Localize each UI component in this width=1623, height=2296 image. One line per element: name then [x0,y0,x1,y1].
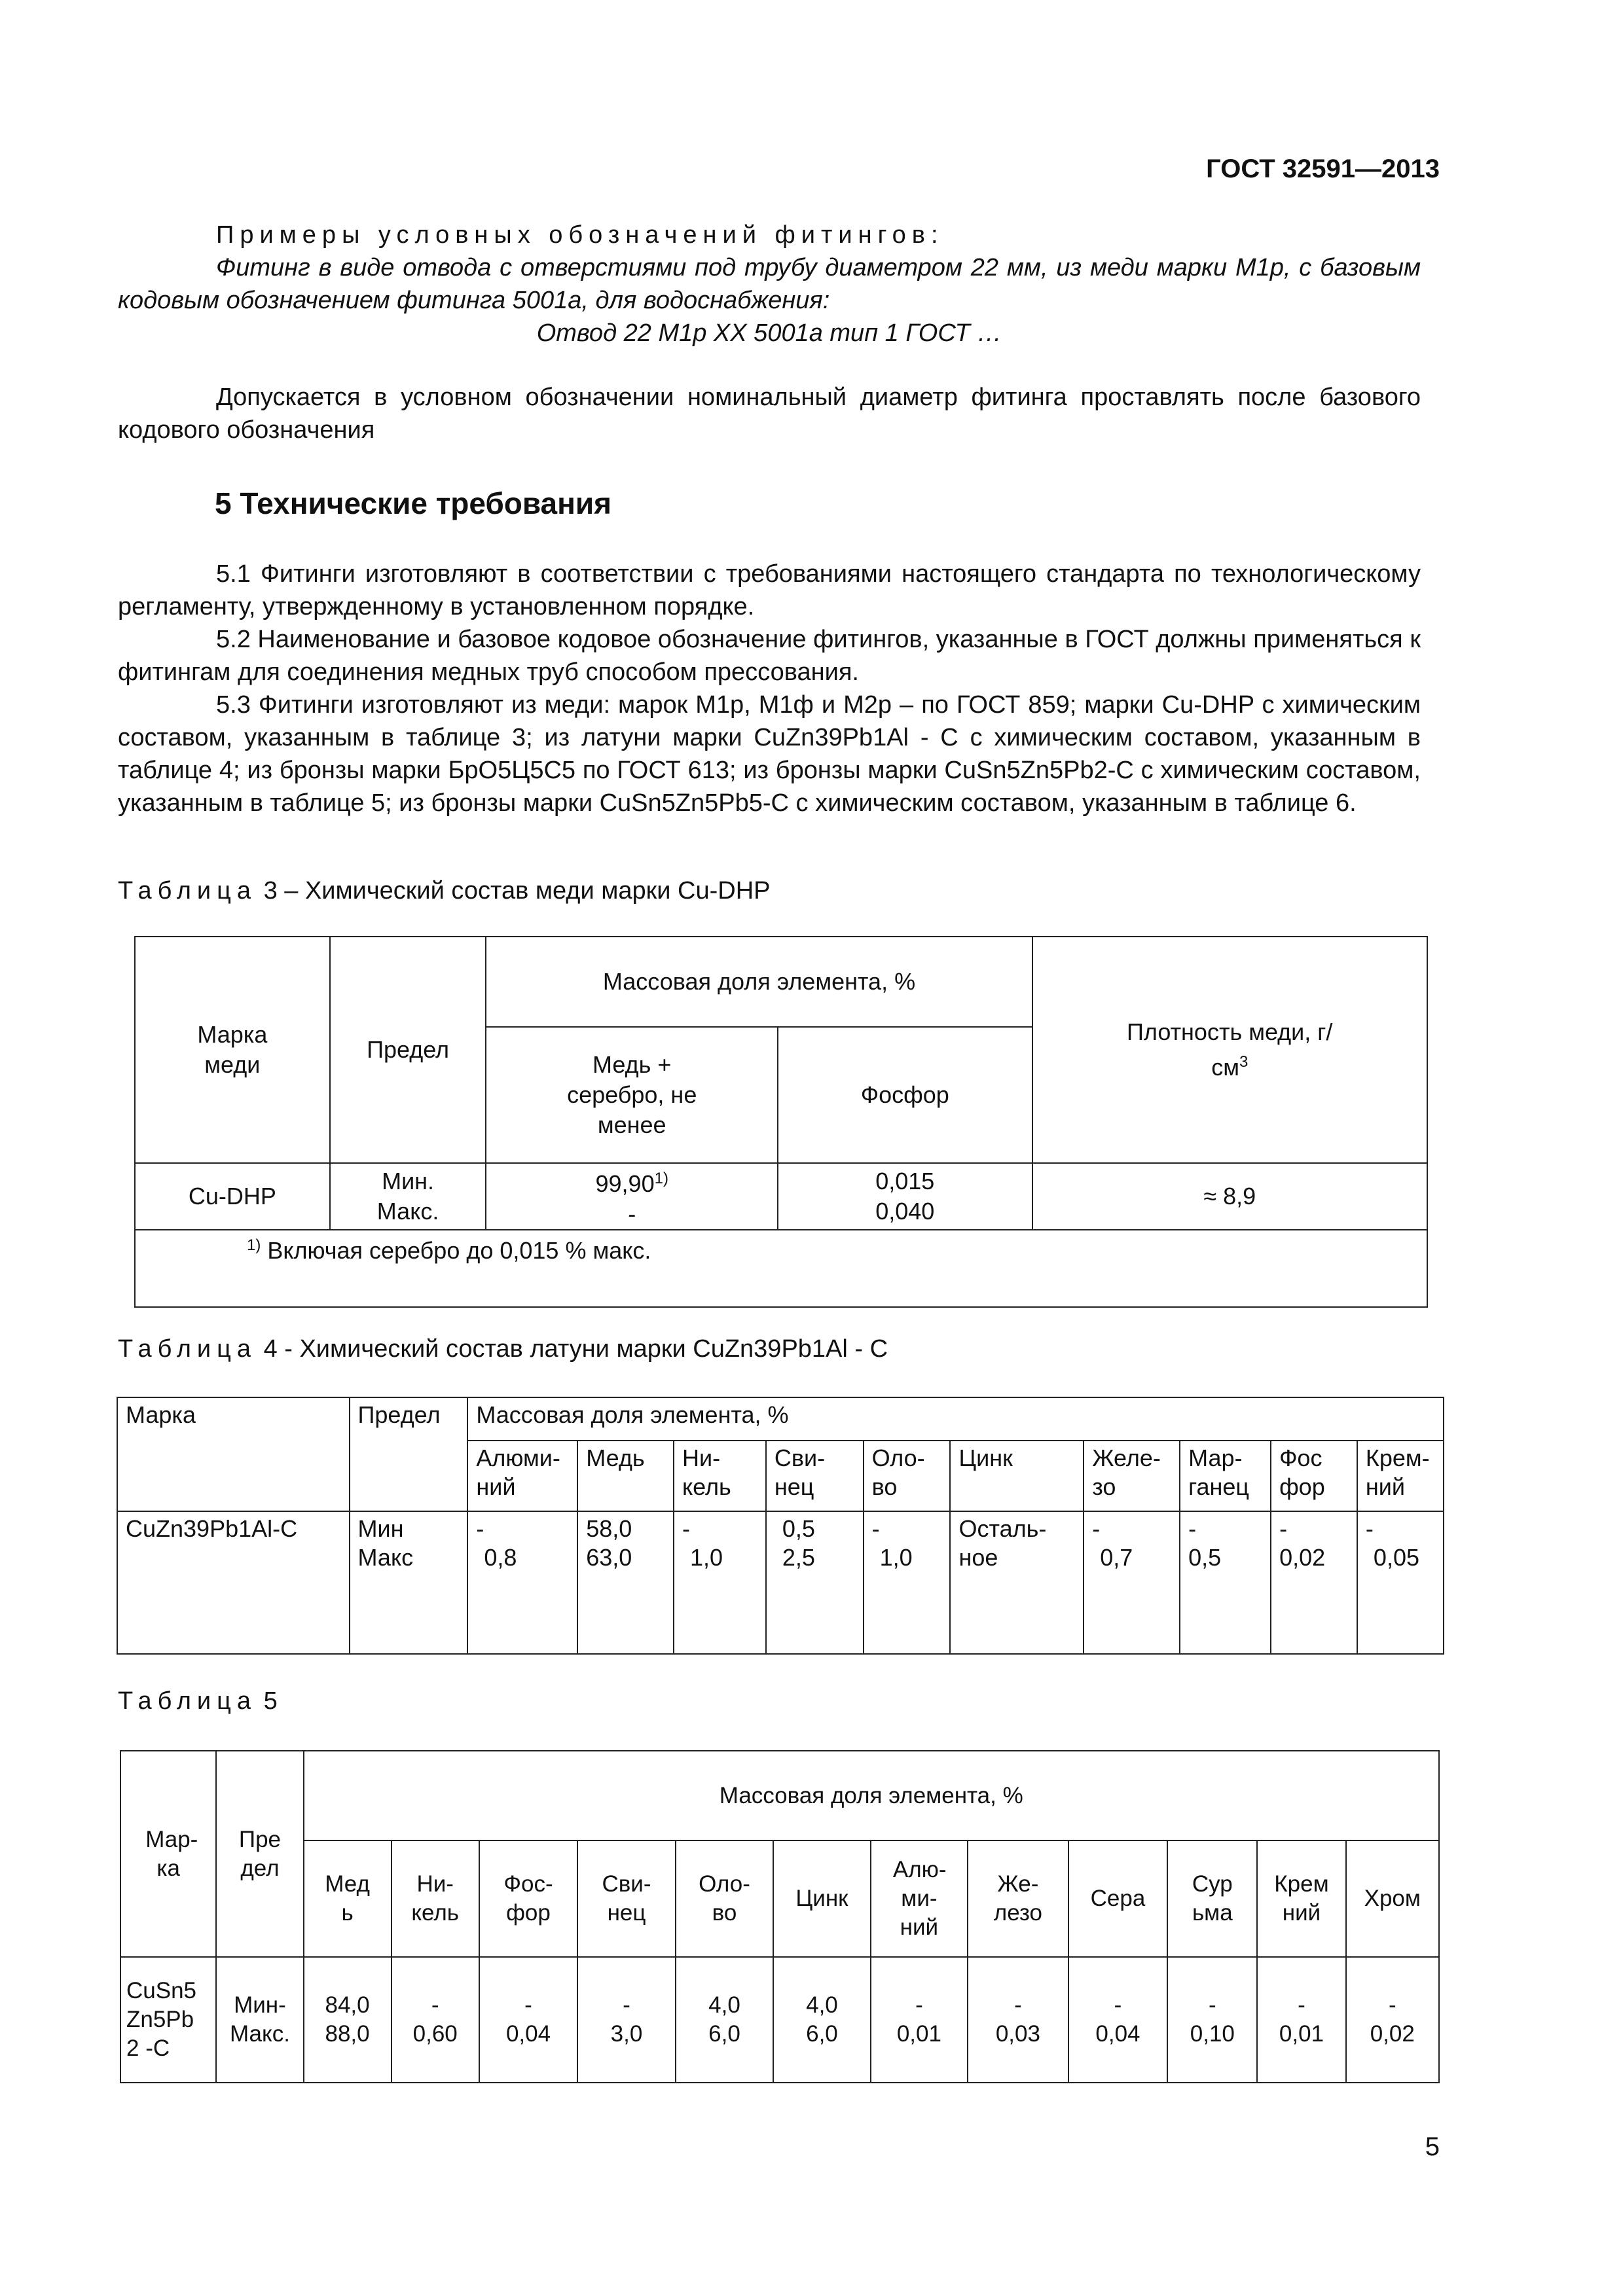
table4-caption-text: 4 - Химический состав латуни марки CuZn39Pb1Al - C [263,1335,888,1363]
example-description: Фитинг в виде отвода с отверстиями под трубу диаметром 22 мм, из меди марки М1р, с базовым кодовым обозначением фитинга 5001а, для водоснабжения: [118,254,1421,314]
t4-header-predel: Предел [350,1397,468,1511]
t4-cell-value: - 0,02 [1271,1511,1357,1654]
note-paragraph: Допускается в условном обозначении номинальный диаметр фитинга проставлять после базового кодового обозначения [118,384,1421,444]
t5-cell-marka: CuSn5 Zn5Pb2 -C [120,1957,216,2083]
t5-col-header: Сера [1068,1840,1168,1957]
t5-col-header: Оло-во [676,1840,773,1957]
t3-cell-phosphor: 0,015 0,040 [778,1163,1032,1230]
t4-col-header: Ни-кель [674,1441,766,1511]
t3-header-mass: Массовая доля элемента, % [486,937,1032,1027]
t4-col-header: Алюми-ний [467,1441,577,1511]
t4-cell-value: - 0,5 [1180,1511,1271,1654]
t4-col-header: Сви-нец [766,1441,864,1511]
section-title: 5 Технические требования [215,486,611,520]
table3-caption-word: Таблица [118,877,257,905]
t4-cell-value: - 0,7 [1084,1511,1180,1654]
t4-cell-value: - 0,8 [467,1511,577,1654]
table4-caption-word: Таблица [118,1335,257,1363]
t3-header-predel: Предел [330,937,486,1163]
t5-col-header: Хром [1346,1840,1439,1957]
t4-col-header: Медь [577,1441,674,1511]
t4-cell-value: 0,5 2,5 [766,1511,864,1654]
t5-cell-value: - 0,10 [1167,1957,1257,2083]
t5-col-header: Алю-ми-ний [871,1840,968,1957]
t5-cell-value: - 0,04 [1068,1957,1168,2083]
t3-cell-copper: 99,90$^{1)}$ - [486,1163,778,1230]
t5-cell-value: - 0,02 [1346,1957,1439,2083]
table-4 [117,1397,1444,1655]
t4-header-marka: Марка [117,1397,350,1511]
t5-col-header: Сур ьма [1167,1840,1257,1957]
t5-col-header: Крем ний [1257,1840,1345,1957]
t3-cell-marka: Cu-DHP [135,1163,330,1230]
t5-header-predel: Пре дел [216,1751,303,1957]
table3-caption [118,877,771,905]
t3-header-copper: Медь + серебро, не менее [486,1027,778,1163]
examples-heading: Примеры условных обозначений фитингов: [216,221,944,249]
t5-cell-value: - 0,04 [479,1957,578,2083]
t5-col-header: Цинк [773,1840,870,1957]
t3-cell-density: ≈ 8,9 [1032,1163,1427,1230]
table-3 [134,936,1428,1308]
t5-header-marka: Мар-ка [120,1751,216,1957]
page-number: 5 [1425,2132,1440,2161]
table5-caption-word: Таблица [118,1687,257,1715]
t5-col-header: Фос-фор [479,1840,578,1957]
t4-cell-value: - 1,0 [864,1511,951,1654]
t4-cell-value: 58,0 63,0 [577,1511,674,1654]
t3-header-density: Плотность меди, $г/см^3$ [1032,937,1427,1163]
table5-caption-text: 5 [263,1687,278,1715]
example-designation: Отвод 22 М1р ХХ 5001а тип 1 ГОСТ … [536,319,1002,347]
t5-cell-value: - 0,60 [392,1957,479,2083]
t5-cell-predel: Мин- Макс. [216,1957,303,2083]
t4-cell-marka: CuZn39Pb1Al-C [117,1511,350,1654]
t5-col-header: Сви-нец [577,1840,675,1957]
t4-col-header: Желе-зо [1084,1441,1180,1511]
t4-cell-value: - 1,0 [674,1511,766,1654]
t4-col-header: Мар-ганец [1180,1441,1271,1511]
t4-col-header: Фос фор [1271,1441,1357,1511]
table3-caption-text: 3 – Химический состав меди марки Cu-DHP [263,877,771,905]
t4-cell-predel: Мин Макс [350,1511,468,1654]
t3-header-phosphor: Фосфор [778,1027,1032,1163]
t4-header-mass: Массовая доля элемента, % [467,1397,1444,1441]
t4-col-header: Цинк [950,1441,1084,1511]
t5-cell-value: - 0,03 [968,1957,1068,2083]
t3-cell-predel: Мин. Макс. [330,1163,486,1230]
t5-col-header: Мед ь [304,1840,392,1957]
t4-col-header: Крем-ний [1357,1441,1444,1511]
table-5 [120,1750,1440,2083]
t5-header-mass: Массовая доля элемента, % [304,1751,1440,1840]
document-id: ГОСТ 32591—2013 [1206,154,1440,183]
t5-col-header: Же-лезо [968,1840,1068,1957]
table4-caption [118,1335,888,1363]
t5-col-header: Ни-кель [392,1840,479,1957]
t5-cell-value: 4,0 6,0 [773,1957,870,2083]
paragraph-5-2: 5.2 Наименование и базовое кодовое обозначение фитингов, указанные в ГОСТ должны применяться к фитингам для соединения медных труб способом прессования. [118,626,1421,686]
t3-footnote: $^{1)}$ Включая серебро до 0,015 % макс. [135,1230,1427,1307]
t4-col-header: Оло-во [864,1441,951,1511]
t5-cell-value: - 0,01 [871,1957,968,2083]
t4-cell-value: Осталь- ное [950,1511,1084,1654]
t5-cell-value: 84,0 88,0 [304,1957,392,2083]
t5-cell-value: - 0,01 [1257,1957,1345,2083]
t5-cell-value: - 3,0 [577,1957,675,2083]
t4-cell-value: - 0,05 [1357,1511,1444,1654]
t5-cell-value: 4,0 6,0 [676,1957,773,2083]
table5-caption [118,1687,278,1715]
paragraph-5-3: 5.3 Фитинги изготовляют из меди: марок М1р, М1ф и М2р – по ГОСТ 859; марки Cu-DHP с химическим составом, указанным в таблице 3; из латуни марки CuZn39Pb1Al - C с химическим составом, указанным в таблице 4; из бронзы марки БрО5Ц5С5 по ГОСТ 613; из бронзы марки CuSn5Zn5Pb2-C с химическим составом, указанным в таблице 5; из бронзы марки CuSn5Zn5Pb5-C с химическим составом, указанным в таблице 6. [118,691,1421,817]
t3-header-marka: Марка меди [135,937,330,1163]
paragraph-5-1: 5.1 Фитинги изготовляют в соответствии с требованиями настоящего стандарта по технологическому регламенту, утвержденному в установленном порядке. [118,560,1421,620]
